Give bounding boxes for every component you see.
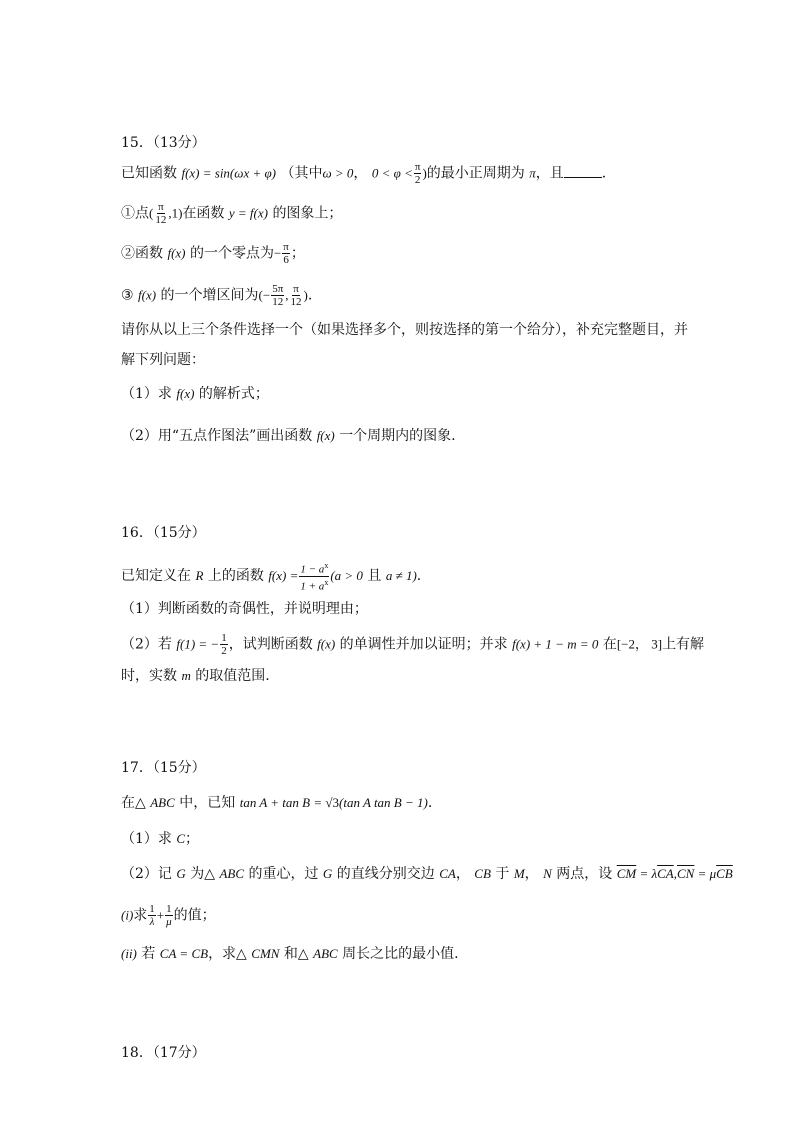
q15-p2-text-b: 一个周期内的图象. [339,428,456,444]
q16-cond-a: (a > 0 [330,568,363,584]
q15-phi-frac-den: 2 [414,174,421,186]
q15-c2-frac-den: 6 [283,254,289,266]
q16-p3-m: m [181,668,191,683]
q15-answer-blank[interactable] [564,165,602,178]
q17-p2-text-g: ， [524,866,539,882]
q16-stem-end: . [416,568,422,585]
q15-c3-text-a: ③ [121,287,134,304]
q16-p2-text-a: （2）若 [121,636,172,653]
q17-stem-end: . [427,795,433,811]
q15-p1-function: f(x) [176,386,195,401]
q17-i-frac-1 [148,903,156,928]
q17-p2-m: M [513,866,525,881]
q17-subpart-i [121,903,216,928]
q15-phi-cond: 0 < φ < [371,165,413,181]
q16-domain-R: R [195,568,204,584]
q16-frac-num-exp: x [324,561,329,570]
q17-stem-text-b: 中，已知 [179,795,236,811]
q15-part-2 [121,426,456,446]
q15-c1-text-c: 的图象上； [272,205,343,222]
q16-p2-text-b: ，试判断函数 [228,636,313,653]
q15-phi-frac [414,161,422,186]
q17-i-frac-2-den [165,916,173,928]
q15-instruction-line-2: 解下列问题： [121,352,205,368]
q17-p2-cb: CB [474,866,491,881]
q17-i-frac-2-den-text: μ [166,916,172,928]
q17-eq-rhs: (tan A tan B − 1) [339,795,428,810]
q17-i-text-c: 的值； [173,907,216,924]
q17-p1-c: C [176,831,186,846]
q16-function-lhs: f(x) = [268,568,299,584]
q16-p2-frac-den: 2 [221,645,227,657]
q15-c3-frac-1 [271,283,284,308]
q17-stem-text-a: 在△ [121,795,146,811]
q17-p1-text-b: ； [185,831,200,847]
q15-c3-frac-1-den: 12 [272,296,284,308]
q15-part-1 [121,384,269,404]
q17-p2-g: G [176,866,186,881]
q17-p2-text-b: 为△ [190,866,215,882]
q17-ii-text-e: 周长之比的最小值. [342,946,459,962]
q15-paren: ) [422,165,427,181]
q16-stem-text-a: 已知定义在 [121,568,191,585]
q15-c3-comma: , [285,287,289,303]
q17-eq-lhs: tan A + tan B = [239,795,326,810]
q17-part-2 [121,864,738,884]
q15-stem-text-a: 已知函数 [121,165,177,182]
q17-sqrt3: √3 [325,795,340,810]
q16-frac-den [299,577,329,593]
q16-cond-b: a ≠ 1) [385,568,417,584]
q17-vec-ca: $\overline{CA}$ [657,866,674,881]
q17-ii-text-b: 若 [141,946,156,962]
q16-p2-text-c: 的单调性并加以证明；并求 [339,636,508,653]
q15-c3-frac-2-num: π [293,283,299,295]
q17-p1-text-a: （1）求 [121,831,172,847]
q15-p1-text-a: （1）求 [121,386,172,402]
q17-ii-abc: ABC [313,946,338,961]
q17-i-label: (i) [121,907,134,923]
q17-p2-text-c: 的重心，过 [248,866,319,882]
q16-part-2-cont [121,666,270,686]
q16-frac-num [299,560,329,577]
q16-p2-function: f(x) [317,636,336,652]
q15-c2-frac [282,241,290,266]
q15-c1-function: y = f(x) [228,205,268,221]
q15-c2-function: f(x) [167,245,186,261]
q16-p2-interval: [−2， 3] [616,636,663,652]
q16-p2-frac-num: 1 [221,632,227,644]
q15-p2-function: f(x) [316,428,335,443]
q16-frac-den-text: 1 + a [300,580,325,593]
q15-c2-text-c: ； [290,245,305,262]
q15-sep: ， [353,165,368,182]
q17-vec-cb: $\overline{CB}$ [716,866,733,881]
q15-c2-minus: − [273,245,282,261]
q17-p2-text-d: 的直线分别交边 [336,866,435,882]
q15-c3-text-b: 的一个增区间为 [160,287,259,304]
q17-ii-eq: CA = CB [159,946,209,961]
q16-stem [121,560,421,592]
q15-p1-text-b: 的解析式； [198,386,269,402]
q15-c2-frac-num: π [283,241,289,253]
q17-i-frac-1-den-text: λ [149,916,155,928]
q15-c1-frac-den: 12 [155,214,167,226]
q15-condition-1 [121,201,342,226]
q15-c1-paren-close: ,1) [168,205,183,221]
q17-i-frac-1-den [149,916,156,928]
q17-p2-text-e: ， [455,866,470,882]
q15-function: f(x) = sin(ωx + φ) [181,165,277,181]
q15-header: 15．（13分） [121,135,206,151]
q17-ii-label: (ii) [121,946,137,961]
q16-function-frac [299,560,329,592]
q15-c2-text-a: ②函数 [121,245,163,262]
q16-p3-text-a: 时，实数 [121,668,177,684]
q17-stem [121,793,432,813]
q17-i-text-a: 求 [133,907,148,924]
q15-c3-function: f(x) [138,287,157,303]
q17-vec-comma: , [673,866,677,881]
q17-p2-text-a: （2）记 [121,866,172,882]
q15-c3-frac-2-den: 12 [290,296,302,308]
q18-header: 18．（17分） [121,1045,206,1061]
q17-p2-ca: CA [439,866,456,881]
q16-p2-f1: f(1) = − [176,636,220,652]
q15-stem-end: . [601,165,607,182]
q15-c1-text-b: 在函数 [182,205,225,222]
q15-p2-text-a: （2）用“五点作图法”画出函数 [121,428,313,444]
q17-p2-text-f: 于 [495,866,510,882]
q16-part-1: （1）判断函数的奇偶性，并说明理由； [121,601,368,617]
q16-header: 16．（15分） [121,525,206,541]
q16-p3-text-b: 的取值范围. [195,668,270,684]
q16-p2-text-e: 上有解 [662,636,705,653]
q15-condition-3 [121,283,312,308]
q17-eq-mu: = μ [694,866,717,881]
q17-part-1 [121,829,199,849]
q17-header: 17．（15分） [121,760,206,776]
q15-condition-2 [121,241,305,266]
q17-i-frac-2 [165,903,173,928]
q17-vec-cm: $\overline{CM}$ [616,866,637,881]
q17-subpart-ii [121,944,459,964]
q17-ii-text-d: 和△ [283,946,309,962]
q15-c3-paren-open: (− [258,287,271,303]
q16-p2-equation: f(x) + 1 − m = 0 [512,636,599,652]
q15-period: π [529,165,536,181]
q17-eq-lambda: = λ [636,866,658,881]
q15-phi-frac-num: π [414,161,421,173]
q17-ii-cmn: CMN [251,946,280,961]
q17-vec-cn: $\overline{CN}$ [676,866,695,881]
q16-stem-text-b: 上的函数 [207,568,264,585]
q15-omega-cond: ω > 0 [322,165,354,181]
q17-i-plus: + [156,907,165,923]
q17-i-frac-1-num: 1 [149,903,155,915]
q17-triangle: ABC [150,795,175,810]
q17-p2-abc: ABC [219,866,245,881]
q15-c1-paren-open: ( [149,205,154,221]
q15-c1-frac [154,201,167,226]
q17-i-frac-2-num: 1 [166,903,172,915]
q15-c1-frac-num: π [158,201,164,213]
q16-stem-and: 且 [367,568,382,585]
q15-stem-text-d: 的最小正周期为 [426,165,525,182]
q15-stem-text-b: （其中 [280,165,323,182]
q16-part-2 [121,632,738,657]
q15-instruction-line-1: 请你从以上三个条件选择一个（如果选择多个，则按选择的第一个给分），补充完整题目，并 [121,322,688,338]
q17-p2-n: N [543,866,552,881]
q15-c1-text-a: ①点 [121,205,149,222]
q15-c3-frac-1-num: 5π [272,283,284,295]
q15-c3-paren-close: ) [303,287,308,303]
q17-p2-g2: G [322,866,333,881]
q17-p2-text-h: 两点，设 [556,866,613,882]
q15-stem-text-e: ，且 [535,165,564,182]
q17-ii-text-c: ，求△ [208,946,247,962]
q16-p2-text-d: 在 [602,636,617,653]
q15-c2-text-b: 的一个零点为 [189,245,274,262]
q15-c3-frac-2 [290,283,303,308]
q15-stem [121,161,606,186]
q15-c3-text-c: . [307,287,313,304]
q16-frac-den-exp: x [324,577,329,587]
q16-frac-num-text: 1 − a [300,563,325,576]
q16-p2-frac [220,632,228,657]
